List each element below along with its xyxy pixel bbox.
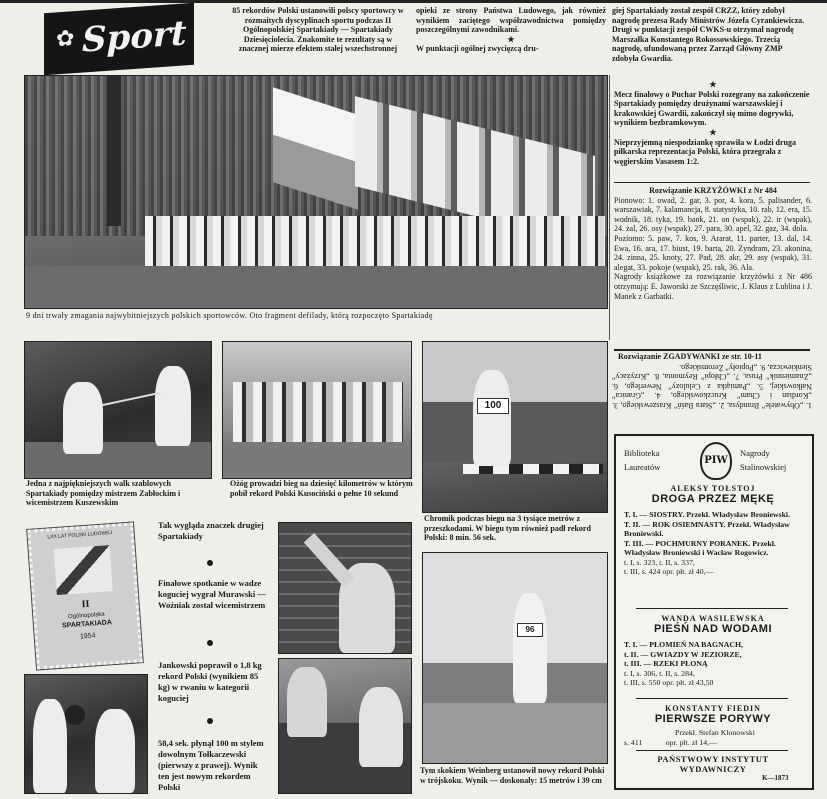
stamp-years: 1954 <box>79 632 96 641</box>
chromik-photo <box>422 341 608 513</box>
book-1-line-3: T. III. — POCHMURNY PORANEK. Przekł. Władysław Broniewski i Wacław Rogowicz. <box>624 538 776 557</box>
intro-col-2 <box>416 6 606 54</box>
boxing-caption: Finałowe spotkanie w wadze koguciej wygrał Murawski — Woźniak został wicemistrzem <box>158 578 266 610</box>
chromik-bib-number: 100 <box>484 400 502 411</box>
parade-marchers <box>145 216 605 266</box>
fencing-photo <box>24 341 212 479</box>
intro-col-3: giej Spartakiady został zespół CRZZ, który zdobył nagrodę prezesa Rady Ministrów Józefa Cyrankiewicza. Drugi w punktacji zespół CWKS-u otrzymał nagrodę Marszałka Konstantego Rokossowskiego. Trzecią nagrodę, ufundowaną przez Zarząd Główny ZMP zdobyła Gwardia. <box>612 6 805 63</box>
chromik-trees <box>423 402 607 462</box>
crossword-title: Rozwiązanie KRZYŻÓWKI z Nr 484 <box>649 186 777 195</box>
top-rule <box>0 0 827 3</box>
bullet-1 <box>207 560 213 566</box>
book-2-author: WANDA WASILEWSKA <box>661 614 765 623</box>
book-divider-2 <box>636 698 788 699</box>
ad-left-text: Biblioteka Laureatów <box>624 448 661 472</box>
parade-caption: 9 dni trwały zmagania najwybitniejszych polskich sportowców. Oto fragment defilady, którą rozpoczęto Spartakiadę <box>26 311 433 320</box>
fencer-left <box>63 382 103 454</box>
boxer-right <box>95 709 135 793</box>
book-1-line-5: t. III, s. 424 opr. płt. zł 40,— <box>624 567 714 576</box>
boxer-left <box>33 699 67 793</box>
cup-final-text <box>614 80 812 166</box>
ad-code: K—1873 <box>762 774 789 782</box>
book-2-title: PIEŚŃ NAD WODAMI <box>654 623 772 635</box>
intro-col-2-text: opieki ze strony Państwa Ludowego, jak również wynikiem zaciętego współzawodnictwa pomiędzy poszczególnymi zawodnikami. <box>416 6 606 35</box>
stamp-athlete-icon <box>54 545 113 595</box>
swimming-photo <box>278 658 412 794</box>
logo-text: Sport <box>82 13 187 61</box>
book-2 <box>620 614 806 635</box>
right-divider <box>609 75 610 340</box>
book-1-author: ALEKSY TOŁSTOJ <box>670 484 756 493</box>
book-1-details <box>624 510 806 577</box>
runners-photo <box>222 341 412 479</box>
floodlight-pole <box>107 76 121 226</box>
stamp-top: LXX LAT POLSKI LUDOWEJ <box>47 529 113 541</box>
star-1: ★ <box>709 80 717 89</box>
chromik-bib <box>477 398 509 414</box>
chromik-caption: Chromik podczas biegu na 3 tysiące metrów z przeszkodami. W biegu tym również padł rekord Polski: 8 min. 56 sek. <box>424 514 591 542</box>
crossword-rule <box>614 182 810 183</box>
fencing-floor <box>25 442 211 478</box>
spartakiada-stamp <box>27 522 143 669</box>
intro-star: ★ <box>507 34 515 44</box>
bullet-2 <box>207 640 213 646</box>
ad-publisher: PAŃSTWOWY INSTYTUT WYDAWNICZY <box>657 754 769 774</box>
book-3-line-1: Przekł. Stefan Klonowski <box>675 728 755 737</box>
stamp-line2: SPARTAKIADA <box>61 619 113 630</box>
weightlifting-photo <box>278 522 412 654</box>
book-3-details <box>624 728 806 747</box>
boxing-photo <box>24 674 148 794</box>
piw-emblem-icon <box>700 442 732 480</box>
sport-logo <box>44 3 194 75</box>
book-2-line-4: t. I, s. 306, t. II, s. 284, <box>624 668 695 678</box>
stamp-line1: Ogólnopolska <box>67 611 105 621</box>
lifting-caption: Jankowski poprawił o 1,8 kg rekord Polski (wynikiem 85 kg) w rwaniu w kategorii koguciej <box>158 660 262 703</box>
book-divider-3 <box>636 750 788 751</box>
book-2-line-2: t. II. — GWIAZDY W JEZIORZE, <box>624 649 742 659</box>
jumper <box>513 593 547 703</box>
book-3-author: KONSTANTY FIEDIN <box>665 704 761 713</box>
runners-track <box>223 442 411 478</box>
book-3 <box>620 704 806 725</box>
runners-group <box>233 382 403 442</box>
intro-col-2-b: W punktacji ogólnej zwycięzcą dru- <box>416 44 539 54</box>
parade-track <box>25 266 607 308</box>
swimmer-right <box>359 687 403 767</box>
lodz-match-p: Nieprzyjemną niespodziankę sprawiła w Łodzi druga piłkarska reprezentacja Polski, która przegrała z węgierskim Vasasem 1:2. <box>614 137 797 166</box>
stamp-caption: Tak wygląda znaczek drugiej Spartakiady <box>158 520 264 541</box>
book-1-line-4: t. I, s. 323, t. II, s. 337, <box>624 557 695 567</box>
parade-photo <box>24 75 608 309</box>
riddle-title: Rozwiązanie ZGADYWANKI ze str. 10-11 <box>618 352 762 361</box>
riddle-text: 1. „Obywatele” Brandysa, 2. „Stara Baśń” Kraszewskiego, 3. „Kordian i Cham” Kruczkowskiego, 4. „Granica” Nałkowskiej, 5. „Pamiątka z Celulozy” Newerlego, 6. „Znamiennik” Prusa, 7. „Chłopi” Reymonta, 8. „Krzyżacy” Sienkiewicza, 9. „Popioły” Żeromskiego. <box>612 362 812 410</box>
book-1 <box>620 484 806 505</box>
book-3-title: PIERWSZE PORYWY <box>654 713 772 725</box>
ad-right-text: Nagrody Stalinowskiej <box>740 448 787 472</box>
book-3-line-2: s. 411 opr. płt. zł 14,— <box>624 737 717 747</box>
book-1-line-1: T. I. — SIOSTRY. Przekł. Władysław Broniewski. <box>624 510 791 519</box>
book-2-details <box>624 640 806 688</box>
stamp-numeral: II <box>81 598 90 611</box>
fencing-sabre <box>101 392 160 406</box>
piw-advert <box>614 434 814 790</box>
jump-bib-number: 96 <box>525 625 535 634</box>
crossword-solution <box>614 186 812 301</box>
intro-col-1: 85 rekordów Polski ustanowili polscy sportowcy w rozmaitych dyscyplinach sportu podczas II Ogólnopolskiej Spartakiady — Spartakiady Dziesięciolecia. Znakomite te rezultaty są w znacznej mierze efektem stałej wszechstronnej <box>232 6 404 54</box>
book-1-line-2: T. II. — ROK OSIEMNASTY. Przekł. Władysław Broniewski. <box>624 519 790 538</box>
riddle-rule <box>614 349 810 351</box>
star-2: ★ <box>709 127 717 137</box>
crossword-prizes: Nagrody książkowe za rozwiązanie krzyżówki z Nr 486 otrzymują: E. Jaworski ze Szczęśliwic, J. Klaus z Lublina i J. Manek z Garbatki. <box>614 272 812 301</box>
jump-track <box>423 703 607 763</box>
jump-bib <box>517 623 543 637</box>
logo-star-icon: ✿ <box>56 25 75 52</box>
triple-jump-photo <box>422 552 608 764</box>
chromik-runner <box>473 370 511 466</box>
fencing-caption: Jedna z najpiękniejszych walk szablowych Spartakiady pomiędzy mistrzem Zabłockim i wicemistrzem Kuszewskim <box>26 479 181 507</box>
crossword-pionowo: Pionowo: 1. owad, 2. gar, 3. por, 4. kora, 5. palisander, 6. warszawiak, 7. kalamancja, 8. statystyka, 10. rab, 12. era, 15. wodnik, 18. tyka, 19. bank, 21. on (wspak), 22. ir (wspak), 24. żal, 26. osy (wspak), 27. para, 30. apel, 32. gaz, 34. dola. <box>614 195 812 234</box>
cup-final-p: Mecz finałowy o Puchar Polski rozegrany na zakończenie Spartakiady pomiędzy drużynami warszawskiej i krakowskiej Gwardii, zakończył się mimo dogrywki, wynikiem bezbramkowym. <box>614 89 810 128</box>
bullet-3 <box>207 718 213 724</box>
runners-caption: Ożóg prowadzi bieg na dziesięć kilometrów w którym pobił rekord Polski Kusociński o pełne 10 sekund <box>230 479 413 498</box>
book-2-line-1: T. I. — PŁOMIEŃ NA BAGNACH, <box>624 640 743 649</box>
book-divider-1 <box>636 608 788 609</box>
book-1-title: DROGA PRZEZ MĘKĘ <box>651 493 775 505</box>
swimmer-left <box>287 667 327 737</box>
crossword-poziomo: Poziomo: 5. paw, 7. kos, 9. Ararat, 11. parter, 13. dal, 14. Ewa, 16. ara, 17. biust, 19. barta, 20. Zyndram, 23. akonina, 24. zinna, 25. knoty, 27. Pad, 28. akr, 29. asy (wspak), 31. alegat, 33. pokoje (wspak), 25. rak, 36. Ala. <box>614 233 812 272</box>
chromik-sky <box>423 342 607 402</box>
fencer-right <box>155 366 191 446</box>
book-2-line-3: t. III. — RZEKI PŁONĄ <box>624 659 708 668</box>
piw-emblem-text: PIW <box>704 455 728 466</box>
swim-caption: 58,4 sek. płynął 100 m stylem dowolnym Tołkaczewski (pierwszy z prawej). Wynik ten jest nowym rekordem Polski <box>158 738 264 792</box>
jump-caption: Tym skokiem Weinberg ustanowił nowy rekord Polski w trójskoku. Wynik — doskonały: 15 metrów i 39 cm <box>420 766 605 785</box>
book-2-line-5: t. III, s. 550 opr. płt. zł 43,50 <box>624 678 714 687</box>
boxing-glove-icon <box>65 705 85 725</box>
